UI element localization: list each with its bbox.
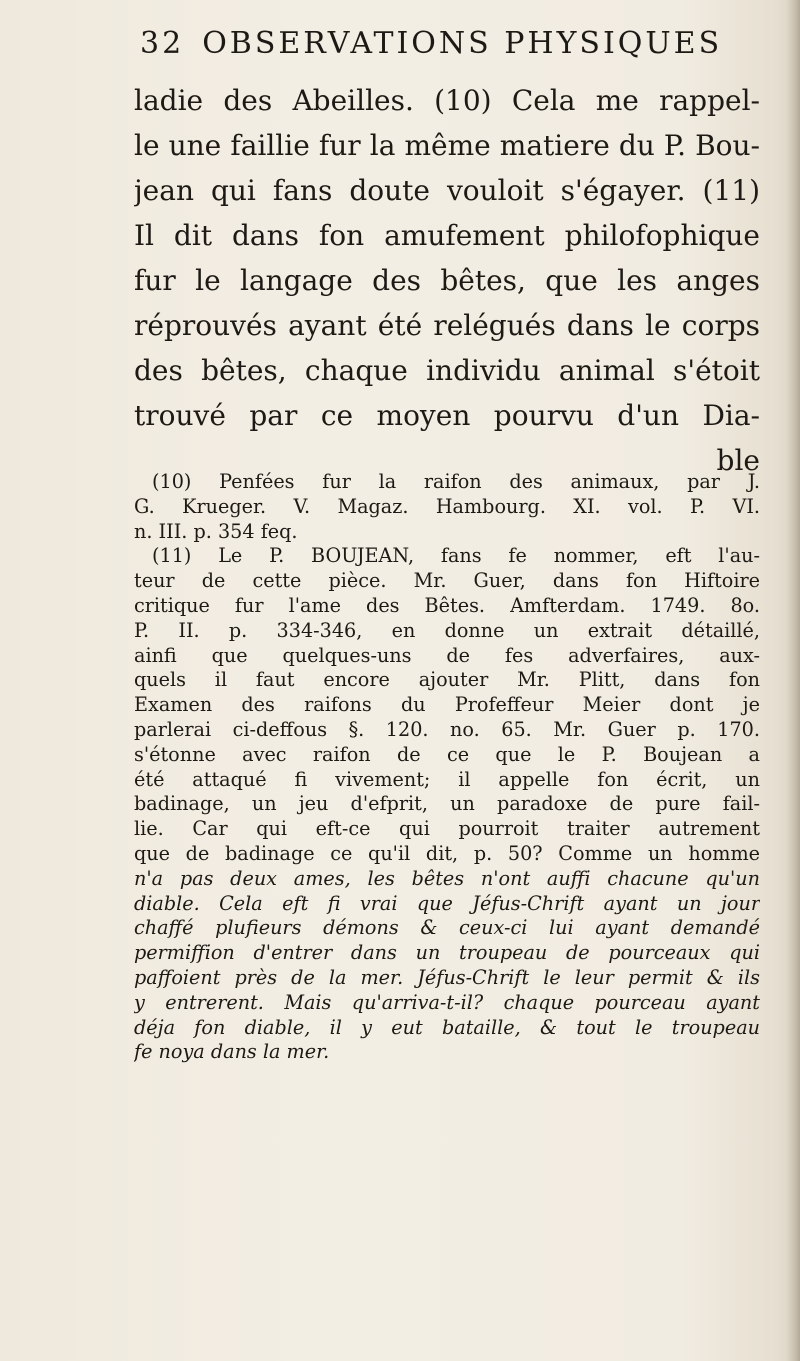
footnote-line: que de badinage ce qu'il dit, p. 50? Comme un homme [134,841,760,865]
footnote-line: (11) Le P. BOUJEAN, fans fe nommer, eft l'au- [152,544,760,568]
footnote-line: lie. Car qui eft-ce qui pourroit traiter autrement [134,817,760,841]
footnote-line: s'étonne avec raifon de ce que le P. Boujean a [134,742,760,766]
footnote-line: ainfi que quelques-uns de fes adverfaires, aux- [134,643,760,667]
footnote-line: quels il faut encore ajouter Mr. Plitt, dans fon [134,668,760,692]
footnote-line: paffoient près de la mer. Jéfus-Chrift le leur permit & ils [134,965,760,989]
footnote-line: n. III. p. 354 feq. [134,519,298,543]
footnote-line: déja fon diable, il y eut bataille, & tout le troupeau [134,1015,760,1039]
body-line-catchword: ble [716,444,760,477]
page-number: 32 [140,26,185,61]
footnote-line: permiffion d'entrer dans un troupeau de pourceaux qui [134,941,760,965]
body-line: des bêtes, chaque individu animal s'étoit [134,354,760,387]
footnote-line: n'a pas deux ames, les bêtes n'ont auffi chacune qu'un [134,866,760,890]
footnote-line: parlerai ci-deffous §. 120. no. 65. Mr. Guer p. 170. [134,717,760,741]
body-line: trouvé par ce moyen pourvu d'un Dia- [134,399,760,432]
footnote-line: badinage, un jeu d'efprit, un paradoxe de pure fail- [134,792,760,816]
body-line: le une faillie fur la même matiere du P. Bou- [134,129,760,162]
footnote-line: critique fur l'ame des Bêtes. Amfterdam. 1749. 8o. [134,593,760,617]
footnote-line: teur de cette pièce. Mr. Guer, dans fon Hiftoire [134,569,760,593]
footnotes [134,470,760,1065]
body-line: jean qui fans doute vouloit s'égayer. (11) [134,174,760,207]
footnote-line: G. Krueger. V. Magaz. Hambourg. XI. vol. P. VI. [134,494,760,518]
running-title: OBSERVATIONS PHYSIQUES [202,26,723,61]
running-header [140,22,740,66]
body-line: ladie des Abeilles. (10) Cela me rappel- [134,84,760,117]
footnote-line: été attaqué fi vivement; il appelle fon écrit, un [134,767,760,791]
footnote-line: chaffé plufieurs démons & ceux-ci lui ayant demandé [134,916,760,940]
footnote-line: P. II. p. 334-346, en donne un extrait détaillé, [134,618,760,642]
main-text [134,78,760,483]
footnote-line: y entrerent. Mais qu'arriva-t-il? chaque pourceau ayant [134,990,760,1014]
footnote-line: Examen des raifons du Profeffeur Meier dont je [134,693,760,717]
body-line: réprouvés ayant été relégués dans le corps [134,309,760,342]
body-line: Il dit dans fon amufement philofophique [134,219,760,252]
body-line: fur le langage des bêtes, que les anges [134,264,760,297]
footnote-line: diable. Cela eft fi vrai que Jéfus-Chrift ayant un jour [134,891,760,915]
footnote-line: (10) Penfées fur la raifon des animaux, par J. [152,470,760,493]
page-edge-shadow [786,0,800,1361]
footnote-line: fe noya dans la mer. [134,1040,330,1064]
